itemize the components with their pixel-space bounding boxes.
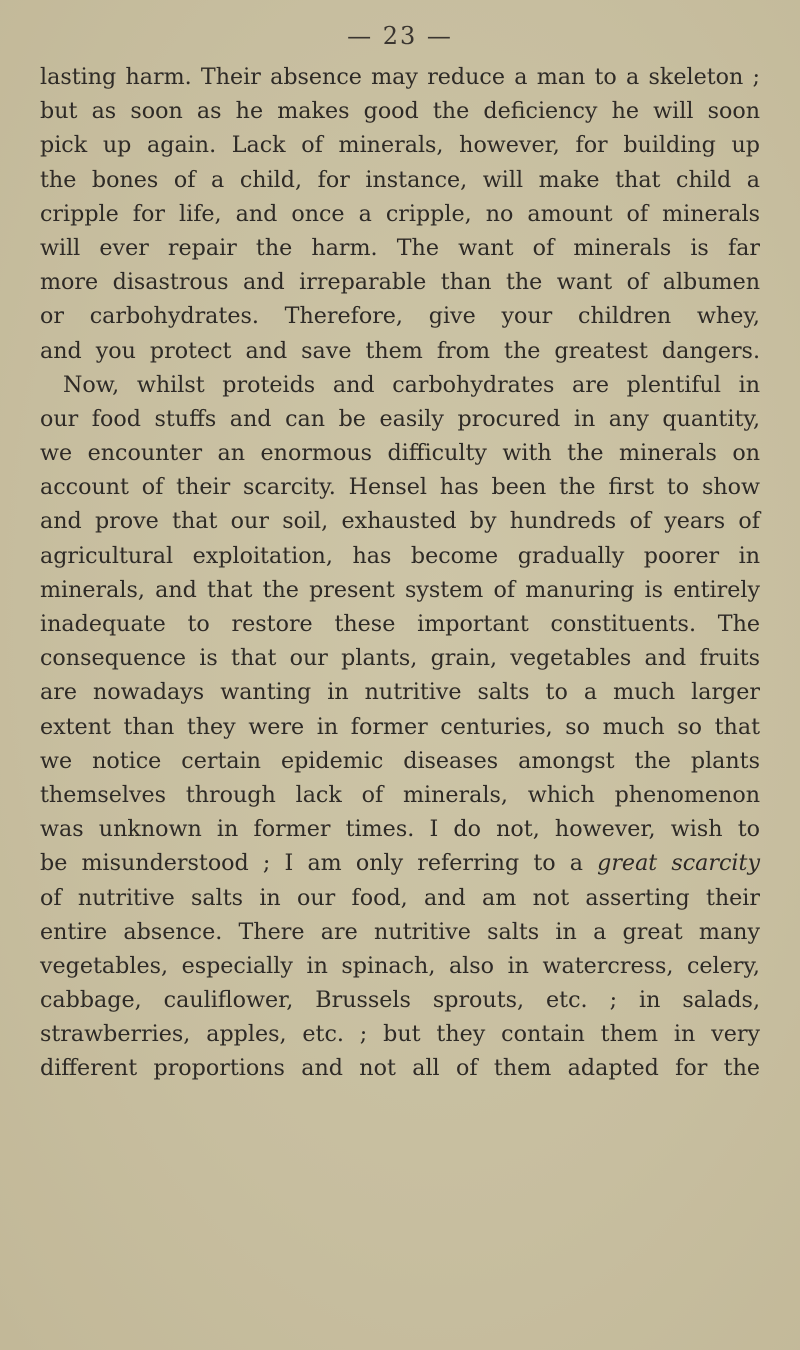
text-line: agricultural exploitation, has become gradually poorer in [40,542,760,569]
text-line: lasting harm. Their absence may reduce a man to a skeleton ; [40,64,760,90]
text-line: cripple for life, and once a cripple, no amount of minerals [40,200,760,227]
body-text [40,60,760,1086]
text-line: be misunderstood ; I am only referring to a great scarcity [40,850,760,877]
page-number: — 23 — [347,22,453,50]
text-line: pick up again. Lack of minerals, however, for building up [40,132,760,159]
text-line: of nutritive salts in our food, and am not asserting their [40,884,760,911]
text-line: consequence is that our plants, grain, vegetables and fruits [40,645,760,672]
text-line: extent than they were in former centuries, so much so that [40,713,760,740]
text-line: will ever repair the harm. The want of minerals is far [40,234,760,261]
text-line: themselves through lack of minerals, which phenomenon [40,781,760,808]
text-line: cabbage, cauliflower, Brussels sprouts, etc. ; in salads, [40,987,760,1014]
text-line: we encounter an enormous difficulty with the minerals on [40,440,760,467]
text-line: and prove that our soil, exhausted by hundreds of years of [40,508,760,535]
text-line: strawberries, apples, etc. ; but they contain them in very [40,1021,760,1048]
text-line: different proportions and not all of them adapted for the [40,1055,760,1082]
text-line: minerals, and that the present system of manuring is entirely [40,576,760,603]
text-line: vegetables, especially in spinach, also in watercress, celery, [40,952,760,979]
text-line: we notice certain epidemic diseases amongst the plants [40,747,760,774]
text-line: account of their scarcity. Hensel has been the first to show [40,474,760,501]
text-line: more disastrous and irreparable than the want of albumen [40,269,760,296]
text-line: entire absence. There are nutritive salts in a great many [40,918,760,945]
text-line: inadequate to restore these important constituents. The [40,611,760,637]
text-line: or carbohydrates. Therefore, give your children whey, [40,303,760,330]
emphasis-text: great scarcity [597,850,760,877]
text-line: the bones of a child, for instance, will make that child a [40,166,760,193]
text-line: are nowadays wanting in nutritive salts to a much larger [40,679,760,706]
text-line: Now, whilst proteids and carbohydrates are plentiful in [63,371,760,398]
text-line: our food stuffs and can be easily procured in any quantity, [40,405,760,432]
text-line: was unknown in former times. I do not, however, wish to [40,816,760,843]
text-line: and you protect and save them from the greatest dangers. [40,337,760,364]
text-line: but as soon as he makes good the deficiency he will soon [40,98,760,125]
